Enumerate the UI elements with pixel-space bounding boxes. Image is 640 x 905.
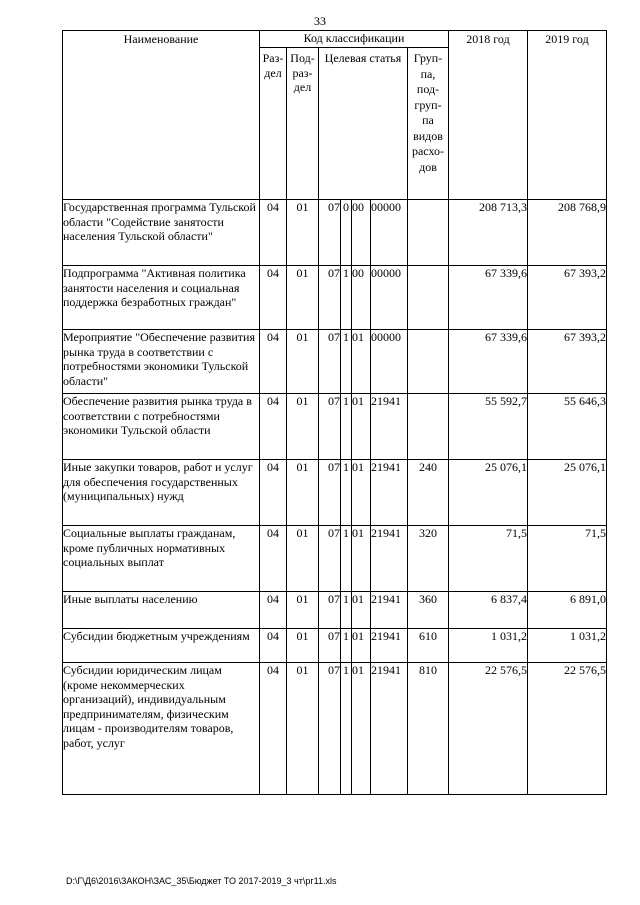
table-row [63,592,607,629]
row-target-4: 00000 [371,200,408,266]
table-row [63,629,607,663]
row-target-1: 07 [319,663,341,795]
row-value-2019: 25 076,1 [528,460,607,526]
row-razdel: 04 [260,460,287,526]
row-podrazdel: 01 [287,526,319,592]
table-row [63,200,607,266]
row-value-2018: 25 076,1 [449,460,528,526]
row-target-4: 21941 [371,663,408,795]
row-podrazdel: 01 [287,592,319,629]
row-group [408,394,449,460]
row-name: Субсидии бюджетным учреждениям [63,629,260,663]
row-group: 810 [408,663,449,795]
row-target-3: 01 [352,663,371,795]
row-target-1: 07 [319,330,341,394]
row-target-3: 01 [352,526,371,592]
row-podrazdel: 01 [287,460,319,526]
row-target-2: 1 [341,526,352,592]
row-value-2019: 55 646,3 [528,394,607,460]
header-podrazdel: Под- раз- дел [287,48,319,200]
row-podrazdel: 01 [287,394,319,460]
header-group: Груп- па, под- груп- па видов расхо- дов [408,48,449,200]
row-target-2: 1 [341,330,352,394]
row-target-4: 21941 [371,592,408,629]
row-value-2018: 67 339,6 [449,266,528,330]
row-value-2019: 67 393,2 [528,330,607,394]
row-name: Государственная программа Тульской области "Содействие занятости населения Тульской области" [63,200,260,266]
header-target: Целевая статья [319,48,408,200]
row-podrazdel: 01 [287,330,319,394]
row-target-1: 07 [319,592,341,629]
row-target-3: 01 [352,394,371,460]
row-target-4: 21941 [371,526,408,592]
row-group [408,200,449,266]
row-target-3: 01 [352,330,371,394]
table-row [63,330,607,394]
row-name: Иные закупки товаров, работ и услуг для обеспечения государственных (муниципальных) нужд [63,460,260,526]
row-razdel: 04 [260,266,287,330]
row-target-2: 1 [341,394,352,460]
row-razdel: 04 [260,663,287,795]
table-row [63,394,607,460]
header-classification: Код классификации [260,31,449,48]
row-value-2018: 208 713,3 [449,200,528,266]
table-row [63,526,607,592]
row-group: 240 [408,460,449,526]
row-target-3: 00 [352,200,371,266]
header-row-top [63,31,607,48]
row-value-2018: 6 837,4 [449,592,528,629]
row-value-2018: 71,5 [449,526,528,592]
header-razdel: Раз- дел [260,48,287,200]
row-target-2: 1 [341,592,352,629]
row-razdel: 04 [260,629,287,663]
row-name: Социальные выплаты гражданам, кроме публичных нормативных социальных выплат [63,526,260,592]
row-target-3: 01 [352,592,371,629]
row-group: 320 [408,526,449,592]
row-name: Субсидии юридическим лицам (кроме некоммерческих организаций), индивидуальным предпринимателям, физическим лицам - производителям товаров, работ, услуг [63,663,260,795]
row-target-4: 21941 [371,629,408,663]
row-value-2018: 1 031,2 [449,629,528,663]
row-value-2019: 67 393,2 [528,266,607,330]
table-row [63,266,607,330]
row-target-4: 00000 [371,266,408,330]
row-target-1: 07 [319,200,341,266]
row-name: Иные выплаты населению [63,592,260,629]
row-target-3: 01 [352,629,371,663]
table-row [63,663,607,795]
row-target-2: 1 [341,266,352,330]
row-value-2019: 208 768,9 [528,200,607,266]
row-podrazdel: 01 [287,629,319,663]
row-value-2018: 67 339,6 [449,330,528,394]
row-target-4: 21941 [371,394,408,460]
row-value-2019: 6 891,0 [528,592,607,629]
row-group [408,266,449,330]
row-target-4: 00000 [371,330,408,394]
page-number: 33 [314,14,326,28]
row-podrazdel: 01 [287,663,319,795]
row-target-1: 07 [319,394,341,460]
row-target-2: 1 [341,629,352,663]
row-razdel: 04 [260,330,287,394]
table-row [63,460,607,526]
row-podrazdel: 01 [287,200,319,266]
row-target-1: 07 [319,629,341,663]
row-razdel: 04 [260,526,287,592]
row-target-3: 01 [352,460,371,526]
header-year-2019: 2019 год [528,31,607,200]
row-group: 360 [408,592,449,629]
row-value-2018: 22 576,5 [449,663,528,795]
row-podrazdel: 01 [287,266,319,330]
row-target-1: 07 [319,460,341,526]
row-razdel: 04 [260,200,287,266]
row-group: 610 [408,629,449,663]
row-name: Мероприятие "Обеспечение развития рынка труда в соответствии с потребностями экономики Тульской области" [63,330,260,394]
row-target-1: 07 [319,526,341,592]
footer-file-path: D:\Г\Д6\2016\ЗАКОН\ЗАС_35\Бюджет ТО 2017-2019_3 чт\рг11.xls [66,876,337,886]
row-value-2019: 1 031,2 [528,629,607,663]
header-year-2018: 2018 год [449,31,528,200]
row-razdel: 04 [260,394,287,460]
row-group [408,330,449,394]
row-target-2: 1 [341,663,352,795]
row-target-2: 1 [341,460,352,526]
row-name: Подпрограмма "Активная политика занятости населения и социальная поддержка безработных граждан" [63,266,260,330]
row-target-4: 21941 [371,460,408,526]
row-value-2019: 22 576,5 [528,663,607,795]
row-value-2018: 55 592,7 [449,394,528,460]
row-target-2: 0 [341,200,352,266]
row-target-3: 00 [352,266,371,330]
row-name: Обеспечение развития рынка труда в соответствии с потребностями экономики Тульской области [63,394,260,460]
row-target-1: 07 [319,266,341,330]
row-razdel: 04 [260,592,287,629]
header-name: Наименование [63,31,260,200]
budget-table [62,30,607,795]
row-value-2019: 71,5 [528,526,607,592]
